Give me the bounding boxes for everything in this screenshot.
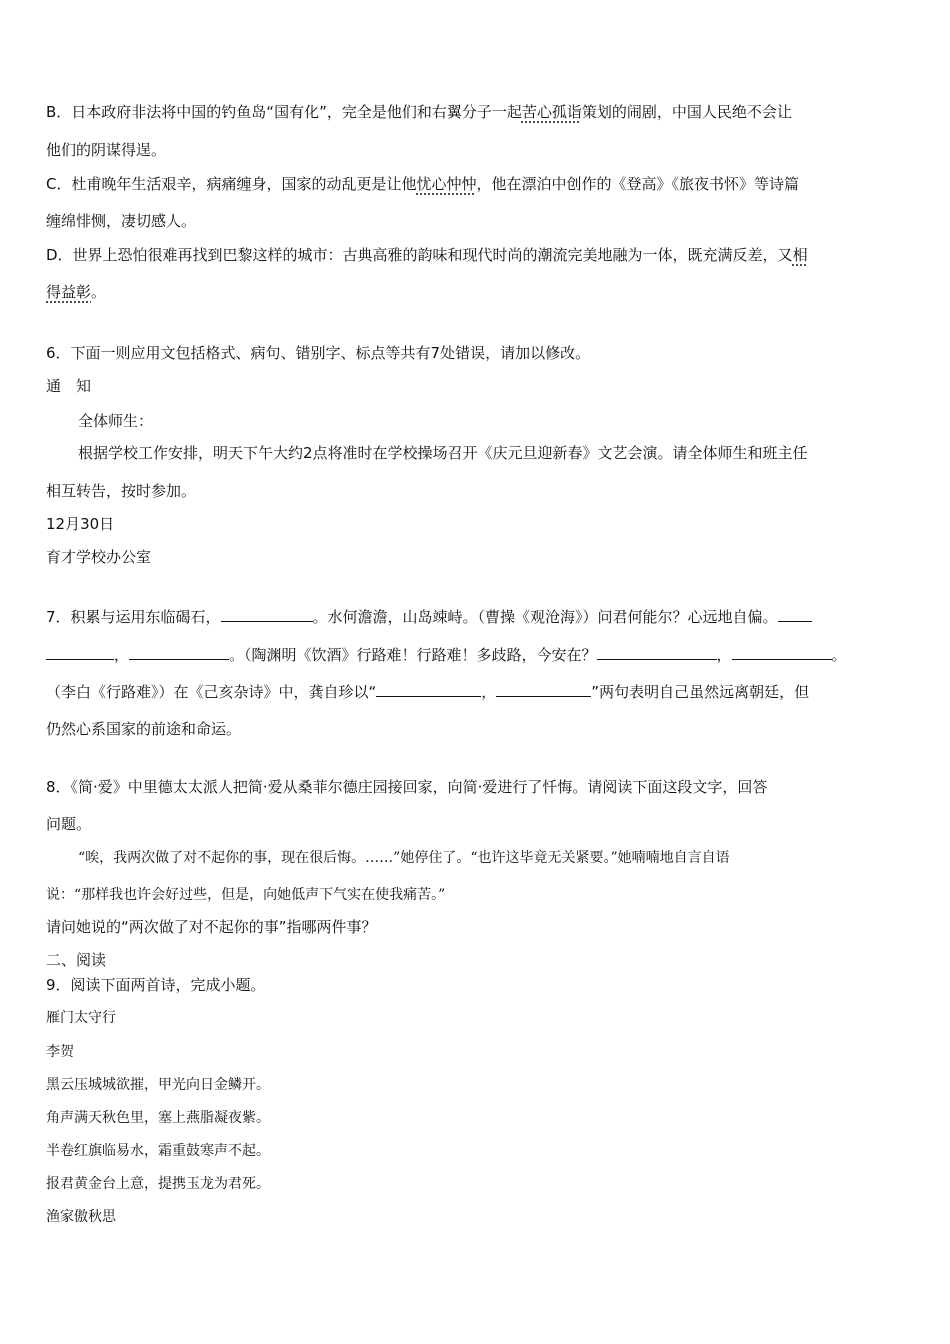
answer-blank[interactable] <box>376 682 481 697</box>
emphasis-dots: 得益彰 <box>46 283 92 301</box>
notice-date: 12月30日 <box>46 515 115 533</box>
option-b-text-cont: 策划的闹剧，中国人民绝不会让 <box>581 103 792 121</box>
option-d-line2 <box>46 282 106 302</box>
option-b-text: B．日本政府非法将中国的钓鱼岛“国有化”，完全是他们和右翼分子一起 <box>46 103 522 121</box>
notice-title: 通 知 <box>46 377 92 395</box>
section-heading: 二、阅读 <box>46 951 107 969</box>
poem2-title: 渔家傲秋思 <box>46 1209 116 1225</box>
answer-blank[interactable] <box>778 607 812 622</box>
q7-text: ， <box>481 683 497 701</box>
notice-body-line2: 相互转告，按时参加。 <box>46 482 197 500</box>
question-8-line1: 8．《简·爱》中里德太太派人把简·爱从桑菲尔德庄园接回家，向简·爱进行了忏悔。请阅读下面这段文字，回答 <box>46 778 768 796</box>
option-d-line1 <box>46 245 808 265</box>
q7-text: 。 <box>831 646 847 664</box>
answer-blank[interactable] <box>597 645 717 660</box>
answer-blank[interactable] <box>129 645 229 660</box>
question-6-prompt: 6．下面一则应用文包括格式、病句、错别字、标点等共有7处错误，请加以修改。 <box>46 344 591 362</box>
answer-blank[interactable] <box>732 645 832 660</box>
poem-line: 半卷红旗临易水，霜重鼓寒声不起。 <box>46 1143 270 1159</box>
emphasis-dots: 苦心孤诣 <box>521 103 582 121</box>
poem-line: 角声满天秋色里，塞上燕脂凝夜紫。 <box>46 1110 270 1126</box>
answer-blank[interactable] <box>496 682 591 697</box>
option-c-text-cont: ，他在漂泊中创作的《登高》《旅夜书怀》等诗篇 <box>476 175 800 193</box>
option-b-line2: 他们的阴谋得逞。 <box>46 141 167 159</box>
answer-blank[interactable] <box>46 645 114 660</box>
question-9-prompt: 9．阅读下面两首诗，完成小题。 <box>46 976 266 994</box>
poem-line: 黑云压城城欲摧，甲光向日金鳞开。 <box>46 1077 270 1093</box>
option-c-line1 <box>46 174 799 194</box>
emphasis-dots: 忧心忡忡 <box>416 175 477 193</box>
excerpt-line2: 说：“那样我也许会好过些，但是，向她低声下气实在使我痛苦。” <box>46 887 446 903</box>
poem-title: 雁门太守行 <box>46 1010 116 1026</box>
notice-body-line1: 根据学校工作安排，明天下午大约2点将准时在学校操场召开《庆元旦迎新春》文艺会演。请全体师生和班主任 <box>78 444 808 462</box>
q7-text: 。水何澹澹，山岛竦峙。（曹操《观沧海》）问君何能尔？心远地自偏。 <box>312 608 778 626</box>
poem-author: 李贺 <box>46 1044 74 1060</box>
question-8-line2: 问题。 <box>46 815 92 833</box>
option-b-line1 <box>46 102 792 122</box>
excerpt-line1: “唉，我两次做了对不起你的事，现在很后悔。……”她停住了。“也许这毕竟无关紧要。”她喃喃地自言自语 <box>78 850 730 866</box>
question-7-line2 <box>46 645 847 665</box>
option-c-text: C．杜甫晚年生活艰辛，病痛缠身，国家的动乱更是让他 <box>46 175 417 193</box>
option-d-text: D．世界上恐怕很难再找到巴黎这样的城市：古典高雅的韵味和现代时尚的潮流完美地融为一体，既充满反差，又 <box>46 246 793 264</box>
q7-text: ， <box>114 646 130 664</box>
q7-text: ”两句表明自己虽然远离朝廷，但 <box>591 683 810 701</box>
question-7-line1 <box>46 607 812 627</box>
q7-text: 7．积累与运用东临碣石， <box>46 608 221 626</box>
notice-signature: 育才学校办公室 <box>46 548 152 566</box>
answer-blank[interactable] <box>221 607 313 622</box>
q7-text: （李白《行路难》）在《己亥杂诗》中，龚自珍以“ <box>46 683 377 701</box>
question-7-line3 <box>46 682 809 702</box>
emphasis-dots: 相 <box>792 246 808 264</box>
option-c-line2: 缠绵悱恻，凄切感人。 <box>46 212 197 230</box>
option-d-text-cont: 。 <box>91 283 107 301</box>
poem-line: 报君黄金台上意，提携玉龙为君死。 <box>46 1176 270 1192</box>
q7-text: ， <box>716 646 732 664</box>
question-7-line4: 仍然心系国家的前途和命运。 <box>46 720 242 738</box>
question-8-ask: 请问她说的“两次做了对不起你的事”指哪两件事？ <box>46 918 377 936</box>
notice-greeting: 全体师生： <box>78 412 154 430</box>
q7-text: 。（陶渊明《饮酒》行路难！行路难！多歧路，今安在？ <box>229 646 597 664</box>
